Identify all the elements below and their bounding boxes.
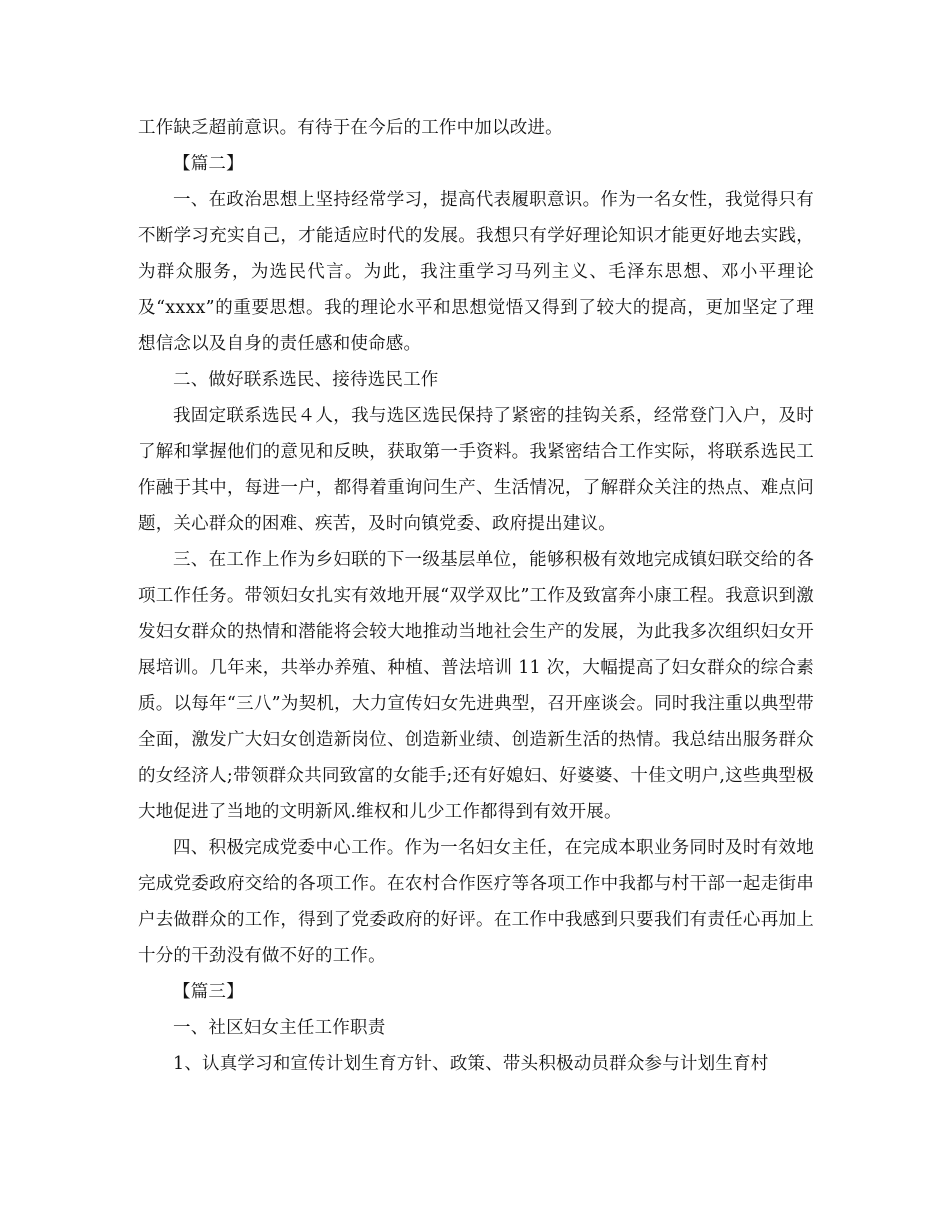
heading-duties: 一、社区妇女主任工作职责 xyxy=(173,1018,386,1038)
paragraph-womens-federation-work: 三、在工作上作为乡妇联的下一级基层单位，能够积极有效地完成镇妇联交给的各项工作任务。带领妇女扎实有效地开展“双学双比”工作及致富奔小康工程。我意识到激发妇女群众的热情和潜能将会较大地推动当地社会生产的发展，为此我多次组织妇女开展培训。几年来，共举办养殖、种植、普法培训 11 次，大幅提高了妇女群众的综合素质。以每年“三八”为契机，大力宣传妇女先进典型，召开座谈会。同时我注重以典型带全面，激发广大妇女创造新岗位、创造新业绩、创造新生活的热情。我总结出服务群众的女经济人;带领群众共同致富的女能手;还有好媳妇、好婆婆、十佳文明户,这些典型极大地促进了当地的文明新风.维权和儿少工作都得到有效开展。 xyxy=(138,550,814,822)
paragraph-contact-voters: 我固定联系选民４人，我与选区选民保持了紧密的挂钩关系，经常登门入户，及时了解和掌握他们的意见和反映，获取第一手资料。我紧密结合工作实际，将联系选民工作融于其中，每进一户，都得着重询问生产、生活情况，了解群众关注的热点、难点问题，关心群众的困难、疾苦，及时向镇党委、政府提出建议。 xyxy=(138,406,814,534)
paragraph-party-committee-work: 四、积极完成党委中心工作。作为一名妇女主任，在完成本职业务同时及时有效地完成党委政府交给的各项工作。在农村合作医疗等各项工作中我都与村干部一起走街串户去做群众的工作，得到了党委政府的好评。在工作中我感到只要我们有责任心再加上十分的干劲没有做不好的工作。 xyxy=(138,838,814,966)
section-title-3: 【篇三】 xyxy=(173,982,244,1002)
paragraph-duty-1: 1、认真学习和宣传计划生育方针、政策、带头积极动员群众参与计划生育村 xyxy=(173,1054,769,1074)
section-title-2: 【篇二】 xyxy=(173,154,244,174)
document-page xyxy=(138,110,814,1082)
continuation-paragraph: 工作缺乏超前意识。有待于在今后的工作中加以改进。 xyxy=(138,118,563,138)
paragraph-political-study: 一、在政治思想上坚持经常学习，提高代表履职意识。作为一名女性，我觉得只有不断学习充实自己，才能适应时代的发展。我想只有学好理论知识才能更好地去实践，为群众服务，为选民代言。为此，我注重学习马列主义、毛泽东思想、邓小平理论及“xxxx”的重要思想。我的理论水平和思想觉悟又得到了较大的提高，更加坚定了理想信念以及自身的责任感和使命感。 xyxy=(138,190,814,354)
heading-contact-voters: 二、做好联系选民、接待选民工作 xyxy=(173,370,439,390)
